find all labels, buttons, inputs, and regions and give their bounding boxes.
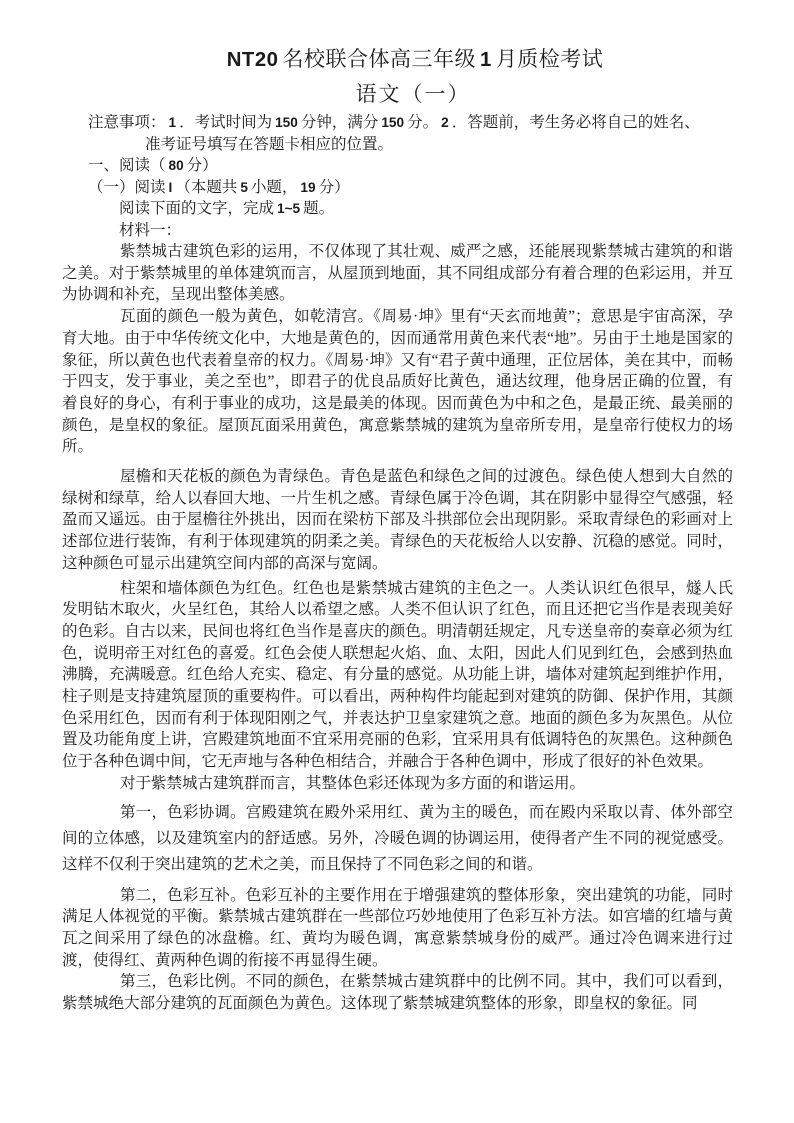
paragraph-third-point: 第三，色彩比例。不同的颜色，在紫禁城古建筑群中的比例不同。其中，我们可以看到，紫禁城绝大部分建筑的瓦面颜色为黄色。这体现了紫禁城建筑整体的形象，即皇权的象征。同 (62, 973, 733, 1013)
paragraph-harmony-intro: 对于紫禁城古建筑群而言，其整体色彩还体现为多方面的和谐运用。 (120, 774, 586, 792)
page-title: NT20 名校联合体高三年级 1 月质检考试 (226, 47, 604, 71)
paragraph-overview: 紫禁城古建筑色彩的运用，不仅体现了其壮观、威严之感，还能展现紫禁城古建筑的和谐之美。对于紫禁城里的单体建筑而言，从屋顶到地面，其不同组成部分有着合理的色彩运用，并互为协调和补充，呈现出整体美感。 (62, 243, 733, 304)
paragraph-first-point: 第一，色彩协调。宫殿建筑在殿外采用红、黄为主的暖色，而在殿内采取以青、体外部空间的立体感，以及建筑室内的舒适感。另外，冷暖色调的协调运用，使得者产生不同的视觉感受。这样不仅利于突出建筑的艺术之美，而且保持了不同色彩之间的和谐。 (62, 803, 733, 873)
section-heading-reading: 一、阅读（ 80 分） (88, 157, 218, 174)
page-subtitle: 语文（一） (355, 82, 471, 106)
subsection-heading-reading-1: （一）阅读 I （本题共 5 小题， 19 分） (88, 178, 350, 196)
reading-instruction: 阅读下面的文字，完成 1~5 题。 (119, 200, 335, 217)
paragraph-red-walls: 柱架和墙体颜色为红色。红色也是紫禁城古建筑的主色之一。人类认识红色很早，燧人氏发明钻木取火，火呈红色，其给人以希望之感。人类不但认识了红色，而且还把它当作是表现美好的色彩。自古以来，民间也将红色当作是喜庆的颜色。明清朝廷规定，凡专送皇帝的奏章必须为红色，说明帝王对红色的喜爱。红色会使人联想起火焰、血、太阳，因此人们见到红色，会感到热血沸腾，充满暖意。红色给人充实、稳定、有分量的感觉。从功能上讲，墙体对建筑起到维护作用，柱子则是支持建筑屋顶的重要构件。可以看出，两种构件均能起到对建筑的防御、保护作用，其颜色采用红色，因而有利于体现阳刚之气，并表达护卫皇家建筑之意。地面的颜色多为灰黑色。从位置及功能角度上讲，宫殿建筑地面不宜采用亮丽的色彩，宜采用具有低调特色的灰黑色。这种颜色位于各种色调中间，它无声地与各种色相结合，并融合于各种色调中，形成了很好的补色效果。 (62, 579, 733, 771)
material-one-body (62, 241, 733, 1015)
exam-notice-line2: 准考证号填写在答题卡相应的位置。 (145, 135, 394, 153)
paragraph-yellow-tiles: 瓦面的颜色一般为黄色，如乾清宫。《周易·坤》里有“天玄而地黄”；意思是宇宙高深，孕育大地。由于中华传统文化中，大地是黄色的，因而通常用黄色来代表“地”。另由于土地是国家的象征，所以黄色也代表着皇帝的权力。《周易·坤》又有“君子黄中通理，正位居体，美在其中，而畅于四支，发于事业，美之至也”，即君子的优良品质好比黄色，通达纹理，他身居正确的位置，有着良好的身心，有利于事业的成功，这是最美的体现。因而黄色为中和之色，是最正统、最美丽的颜色，是皇权的象征。屋顶瓦面采用黄色，寓意紫禁城的建筑为皇帝所专用，是皇帝行使权力的场所。 (62, 308, 733, 456)
exam-notice-line1: 注意事项： 1 ．考试时间为 150 分钟，满分 150 分。 2 ．答题前，考生务必将自己的姓名、 (88, 114, 700, 131)
material-one-label: 材料一： (119, 221, 182, 239)
paragraph-green-eaves: 屋檐和天花板的颜色为青绿色。青色是蓝色和绿色之间的过渡色。绿色使人想到大自然的绿树和绿草，给人以春回大地、一片生机之感。青绿色属于冷色调，其在阴影中显得空气感强，轻盈而又遥远。由于屋檐往外挑出，因而在梁枋下部及斗拱部位会出现阴影。采取青绿色的彩画对上述部位进行装饰，有利于体现建筑的阴柔之美。青绿色的天花板给人以安静、沉稳的感觉。同时，这种颜色可显示出建筑空间内部的高深与宽阔。 (62, 468, 733, 572)
exam-notice (88, 112, 738, 155)
paragraph-second-point: 第二，色彩互补。色彩互补的主要作用在于增强建筑的整体形象，突出建筑的功能，同时满足人体视觉的平衡。紫禁城古建筑群在一些部位巧妙地使用了色彩互补方法。如宫墙的红墙与黄瓦之间采用了绿色的冰盘檐。红、黄均为暖色调，寓意紫禁城身份的威严。通过冷色调来进行过渡，使得红、黄两种色调的衔接不再显得生硬。 (62, 886, 733, 969)
document-front-matter (88, 44, 738, 241)
